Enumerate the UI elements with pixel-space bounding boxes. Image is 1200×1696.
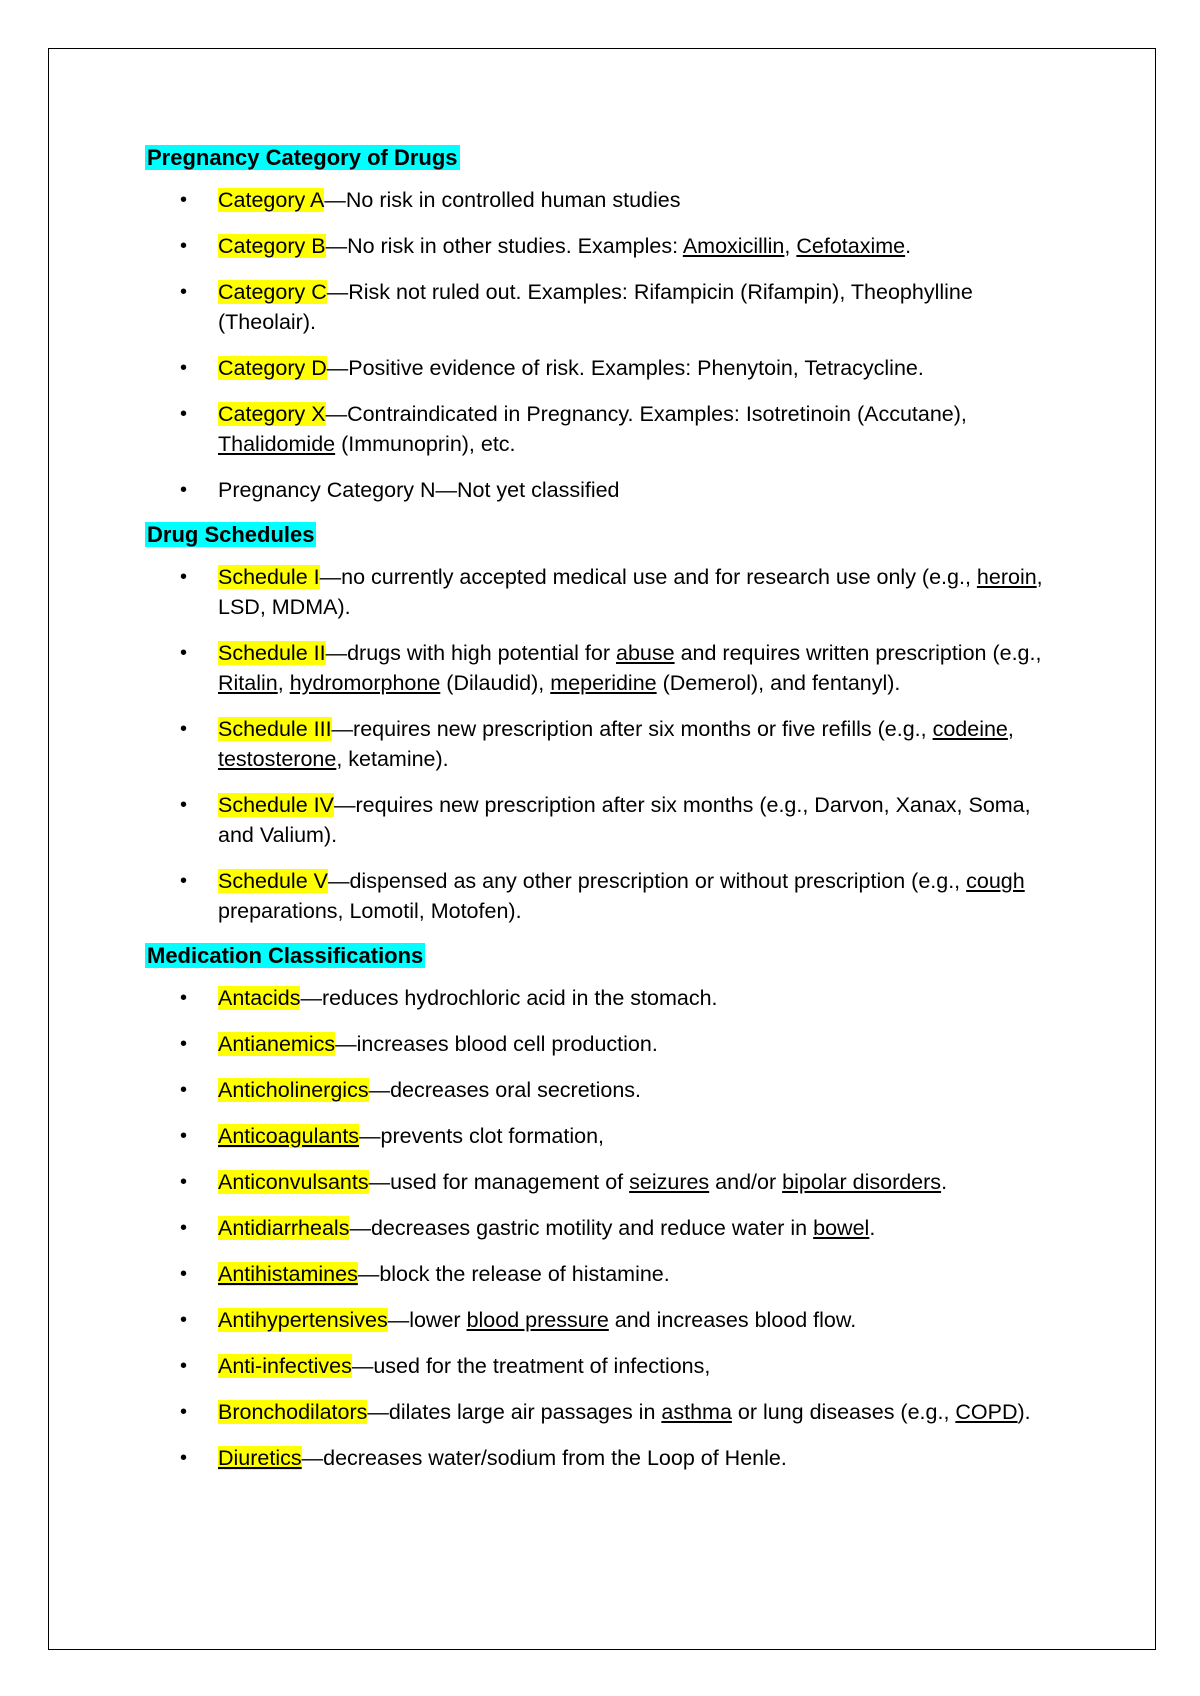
bullet-icon: • [180, 987, 188, 1009]
item-text: ). [1017, 1400, 1031, 1424]
section-drug-schedules [145, 521, 1065, 926]
highlighted-term: Category A [218, 188, 325, 212]
list-item [145, 866, 1065, 926]
item-text: . [941, 1170, 948, 1194]
item-text: —decreases oral secretions. [368, 1078, 642, 1102]
item-text: —dilates large air passages in [367, 1400, 662, 1424]
item-text: (Demerol), and fentanyl). [656, 671, 901, 695]
item-text: and increases blood flow. [608, 1308, 857, 1332]
item-text: —reduces hydrochloric acid in the stomach. [300, 986, 718, 1010]
bullet-icon: • [180, 1447, 188, 1469]
item-list [145, 185, 1065, 505]
item-text: , [784, 234, 797, 258]
linked-term: codeine [932, 717, 1008, 741]
bullet-icon: • [180, 870, 188, 892]
item-text: (Immunoprin), etc. [335, 432, 516, 456]
bullet-icon: • [180, 1401, 188, 1423]
item-list [145, 562, 1065, 926]
bullet-icon: • [180, 1355, 188, 1377]
item-text: , ketamine). [336, 747, 449, 771]
bullet-icon: • [180, 1263, 188, 1285]
bullet-icon: • [180, 718, 188, 740]
linked-term: Diuretics [218, 1446, 302, 1470]
highlighted-term: Category X [218, 402, 326, 426]
linked-term: abuse [616, 641, 675, 665]
bullet-icon: • [180, 1079, 188, 1101]
bullet-icon: • [180, 1171, 188, 1193]
item-text: —increases blood cell production. [335, 1032, 658, 1056]
section-heading [145, 942, 1065, 970]
list-item [145, 185, 1065, 215]
linked-term: Ritalin [218, 671, 278, 695]
linked-term: blood pressure [466, 1308, 609, 1332]
linked-term: Thalidomide [218, 432, 336, 456]
heading-text: Pregnancy Category of Drugs [147, 145, 458, 170]
highlighted-term: Schedule II [218, 641, 326, 665]
bullet-icon: • [180, 1309, 188, 1331]
highlighted-term: Antianemics [218, 1032, 336, 1056]
list-item [145, 1029, 1065, 1059]
list-item [145, 231, 1065, 261]
bullet-icon: • [180, 403, 188, 425]
list-item [145, 1443, 1065, 1473]
linked-term: bipolar disorders [782, 1170, 942, 1194]
item-text: —drugs with high potential for [325, 641, 616, 665]
list-item [145, 714, 1065, 774]
item-text: . [869, 1216, 876, 1240]
list-item [145, 1213, 1065, 1243]
item-text: —requires new prescription after six months or five refills (e.g., [331, 717, 933, 741]
highlighted-term: Schedule III [218, 717, 332, 741]
list-item [145, 638, 1065, 698]
bullet-icon: • [180, 1125, 188, 1147]
list-item [145, 1305, 1065, 1335]
bullet-icon: • [180, 189, 188, 211]
highlighted-term: Bronchodilators [218, 1400, 368, 1424]
list-item [145, 1259, 1065, 1289]
item-text: —lower [387, 1308, 467, 1332]
item-text: —decreases gastric motility and reduce water in [349, 1216, 814, 1240]
bullet-icon: • [180, 1217, 188, 1239]
item-text: —Contraindicated in Pregnancy. Examples: Isotretinoin (Accutane), [325, 402, 967, 426]
linked-term: hydromorphone [289, 671, 441, 695]
item-list [145, 983, 1065, 1473]
linked-term: COPD [955, 1400, 1018, 1424]
highlighted-term: Anticholinergics [218, 1078, 369, 1102]
linked-term: testosterone [218, 747, 337, 771]
section-heading [145, 521, 1065, 549]
item-text: —prevents clot formation, [359, 1124, 605, 1148]
list-item [145, 790, 1065, 850]
highlighted-term: Category B [218, 234, 326, 258]
highlighted-term: Category C [218, 280, 327, 304]
list-item [145, 562, 1065, 622]
section-pregnancy-category [145, 144, 1065, 505]
highlighted-term: Anti-infectives [218, 1354, 352, 1378]
heading-text: Drug Schedules [147, 522, 315, 547]
bullet-icon: • [180, 642, 188, 664]
bullet-icon: • [180, 235, 188, 257]
list-item [145, 1121, 1065, 1151]
item-text: , LSD, MDMA). [218, 565, 1043, 619]
linked-term: Amoxicillin [682, 234, 785, 258]
bullet-icon: • [180, 479, 188, 501]
item-text: —Positive evidence of risk. Examples: Phenytoin, Tetracycline. [326, 356, 924, 380]
item-text: Pregnancy Category N—Not yet classified [218, 478, 620, 502]
linked-term: seizures [629, 1170, 710, 1194]
list-item [145, 1351, 1065, 1381]
item-text: —Risk not ruled out. Examples: Rifampicin (Rifampin), Theophylline (Theolair). [218, 280, 973, 334]
item-text: preparations, Lomotil, Motofen). [218, 899, 522, 923]
linked-term: cough [966, 869, 1025, 893]
item-text: —no currently accepted medical use and for research use only (e.g., [319, 565, 977, 589]
list-item [145, 1397, 1065, 1427]
list-item [145, 983, 1065, 1013]
item-text: (Dilaudid), [440, 671, 551, 695]
linked-term: meperidine [550, 671, 657, 695]
list-item [145, 1075, 1065, 1105]
item-text: —block the release of histamine. [357, 1262, 670, 1286]
item-text: . [905, 234, 912, 258]
list-item [145, 399, 1065, 459]
item-text: and/or [709, 1170, 783, 1194]
list-item [145, 1167, 1065, 1197]
section-heading [145, 144, 1065, 172]
linked-term: Cefotaxime [796, 234, 906, 258]
item-text: or lung diseases (e.g., [731, 1400, 956, 1424]
highlighted-term: Antacids [218, 986, 301, 1010]
highlighted-term: Anticonvulsants [218, 1170, 369, 1194]
item-text: , [1007, 717, 1014, 741]
highlighted-term: Antidiarrheals [218, 1216, 350, 1240]
item-text: and requires written prescription (e.g., [674, 641, 1042, 665]
bullet-icon: • [180, 794, 188, 816]
item-text: —No risk in controlled human studies [324, 188, 681, 212]
bullet-icon: • [180, 1033, 188, 1055]
item-text: , [277, 671, 290, 695]
item-text: —requires new prescription after six months (e.g., Darvon, Xanax, Soma, and Valium). [218, 793, 1031, 847]
list-item [145, 353, 1065, 383]
bullet-icon: • [180, 281, 188, 303]
linked-term: asthma [661, 1400, 732, 1424]
section-medication-classifications [145, 942, 1065, 1473]
highlighted-term: Schedule IV [218, 793, 334, 817]
item-text: —used for management of [368, 1170, 630, 1194]
highlighted-term: Antihypertensives [218, 1308, 388, 1332]
bullet-icon: • [180, 566, 188, 588]
linked-term: Anticoagulants [218, 1124, 360, 1148]
linked-term: heroin [976, 565, 1037, 589]
linked-term: bowel [813, 1216, 870, 1240]
item-text: —used for the treatment of infections, [351, 1354, 711, 1378]
list-item [145, 475, 1065, 505]
item-text: —No risk in other studies. Examples: [325, 234, 683, 258]
item-text: —dispensed as any other prescription or without prescription (e.g., [327, 869, 967, 893]
document-content [145, 144, 1065, 1489]
highlighted-term: Schedule V [218, 869, 328, 893]
list-item [145, 277, 1065, 337]
heading-text: Medication Classifications [147, 943, 424, 968]
item-text: —decreases water/sodium from the Loop of Henle. [301, 1446, 787, 1470]
highlighted-term: Category D [218, 356, 327, 380]
highlighted-term: Schedule I [218, 565, 320, 589]
bullet-icon: • [180, 357, 188, 379]
linked-term: Antihistamines [218, 1262, 358, 1286]
